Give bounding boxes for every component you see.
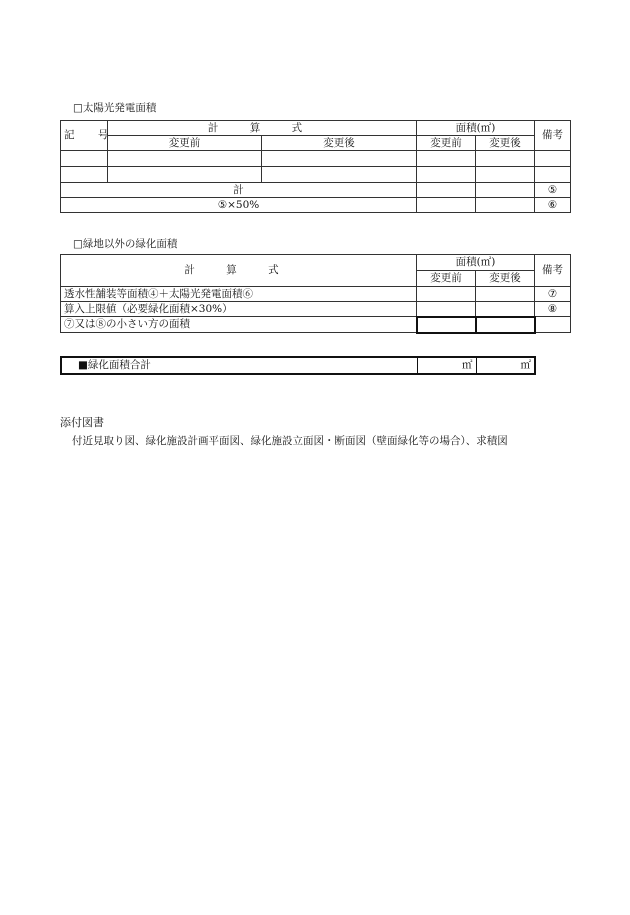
row-note: ⑦	[535, 287, 571, 302]
table-row	[61, 151, 571, 167]
table-row	[61, 167, 571, 183]
area-after-header: 変更後	[476, 271, 535, 287]
other-green-table	[60, 254, 571, 334]
total-note: ⑤	[535, 183, 571, 198]
area-after-cell[interactable]	[476, 287, 535, 302]
symbol-cell[interactable]	[61, 167, 108, 183]
percent-row	[61, 198, 571, 213]
green-total-after[interactable]: ㎡	[476, 357, 535, 374]
attachments-body: 付近見取り図、緑化施設計画平面図、緑化施設立面図・断面図（壁面緑化等の場合）、求積図	[72, 435, 508, 447]
row-label: ⑦又は⑧の小さい方の面積	[61, 317, 417, 333]
area-before-cell[interactable]	[417, 167, 476, 183]
calc-after-header: 変更後	[262, 136, 417, 151]
area-before-cell[interactable]	[417, 302, 476, 317]
calc-before-cell[interactable]	[108, 167, 262, 183]
area-header: 面積(㎡)	[417, 121, 535, 136]
row-label: 算入上限値（必要緑化面積×30%）	[61, 302, 417, 317]
calc-before-header: 変更前	[108, 136, 262, 151]
note-cell[interactable]	[535, 167, 571, 183]
area-after-cell[interactable]	[476, 317, 535, 333]
total-after-cell[interactable]	[476, 183, 535, 198]
percent-note: ⑥	[535, 198, 571, 213]
calc-before-cell[interactable]	[108, 151, 262, 167]
area-before-cell[interactable]	[417, 317, 476, 333]
solar-section-title: □太陽光発電面積	[73, 102, 157, 114]
row-note: ⑧	[535, 302, 571, 317]
solar-area-table	[60, 120, 571, 213]
calc-after-cell[interactable]	[262, 151, 417, 167]
area-after-cell[interactable]	[476, 167, 535, 183]
area-after-cell[interactable]	[476, 151, 535, 167]
other-green-section-title: □緑地以外の緑化面積	[73, 238, 178, 250]
green-total-before[interactable]: ㎡	[417, 357, 476, 374]
attachments-title: 添付図書	[60, 416, 104, 429]
percent-after-cell[interactable]	[476, 198, 535, 213]
symbol-cell[interactable]	[61, 151, 108, 167]
note-cell[interactable]	[535, 151, 571, 167]
total-before-cell[interactable]	[417, 183, 476, 198]
row-label: 透水性舗装等面積④＋太陽光発電面積⑥	[61, 287, 417, 302]
area-before-header: 変更前	[417, 271, 476, 287]
area-before-header: 変更前	[417, 136, 476, 151]
area-before-cell[interactable]	[417, 287, 476, 302]
percent-label: ⑤×50%	[61, 198, 417, 213]
calc-header: 計 算 式	[108, 121, 417, 136]
area-after-header: 変更後	[476, 136, 535, 151]
total-label: 計	[61, 183, 417, 198]
percent-before-cell[interactable]	[417, 198, 476, 213]
note-header: 備考	[535, 121, 571, 151]
note-header: 備考	[535, 255, 571, 287]
area-header: 面積(㎡)	[417, 255, 535, 271]
table-row	[61, 287, 571, 302]
table-row	[61, 302, 571, 317]
total-row	[61, 183, 571, 198]
green-total-label: ■緑化面積合計	[61, 357, 417, 374]
area-before-cell[interactable]	[417, 151, 476, 167]
calc-after-cell[interactable]	[262, 167, 417, 183]
green-total-table	[60, 356, 536, 375]
area-after-cell[interactable]	[476, 302, 535, 317]
table-row	[61, 317, 571, 333]
symbol-header: 記 号	[61, 121, 108, 151]
row-note	[535, 317, 571, 333]
calc-header: 計 算 式	[61, 255, 417, 287]
